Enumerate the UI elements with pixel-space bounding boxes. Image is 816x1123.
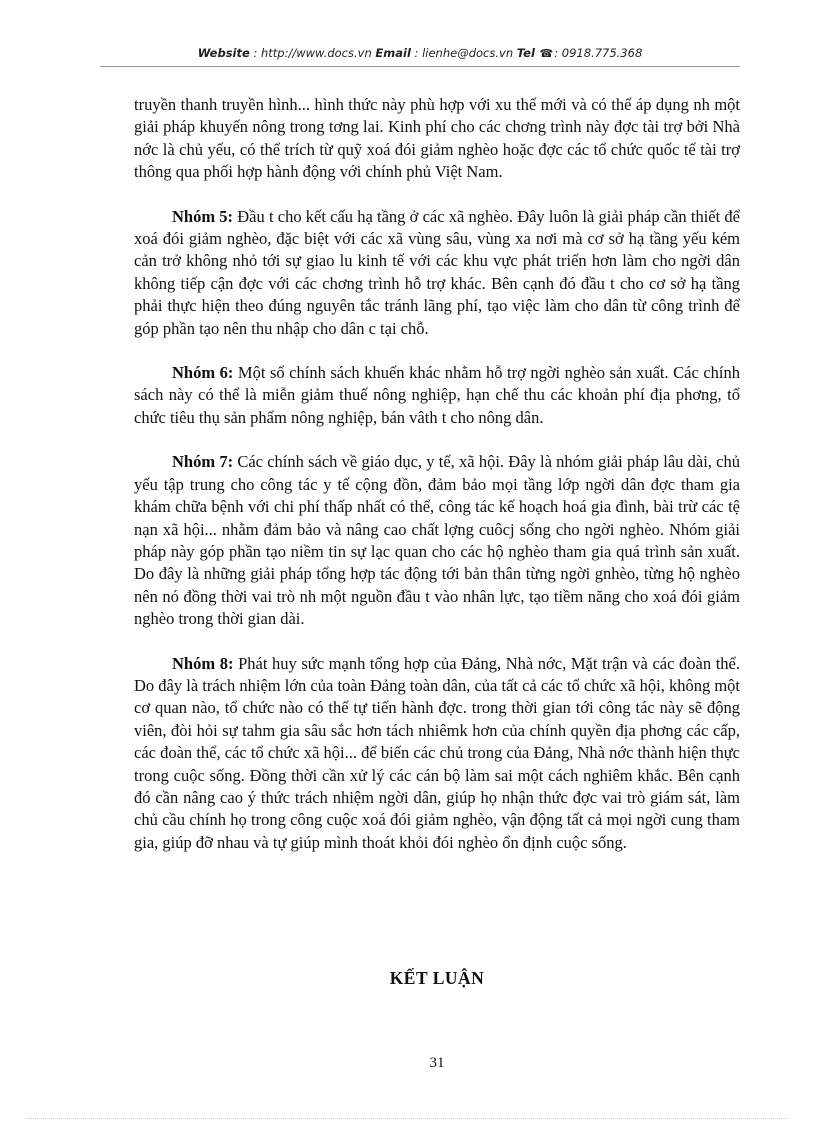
email-address[interactable]: lienhe@docs.vn (422, 46, 514, 60)
page-number: 31 (429, 1055, 445, 1071)
website-url[interactable]: http://www.docs.vn (260, 46, 372, 60)
tel-label: Tel (516, 46, 535, 60)
footer-divider (28, 1118, 788, 1119)
paragraph-text: Một số chính sách khuến khác nhằm hỗ trợ ngời nghèo sản xuất. Các chính sách này có thể là miễn giảm thuế nông nghiệp, hạn chế thu các khoản phí địa phơng, tổ chức tiêu thụ sản phẩm nông nghiệp, bán vâth t cho nông dân. (134, 363, 740, 427)
paragraph-lead: Nhóm 7: (172, 452, 234, 472)
email-sep: : (410, 46, 423, 60)
paragraph-text: Các chính sách về giáo dục, y tế, xã hội. Đây là nhóm giải pháp lâu dài, chủ yếu tập trung cho công tác y tế cộng đồn, đảm bảo mọi tầng lớp ngời dân đợc tham gia khám chữa bệnh với chi phí thấp nhất có thể, công tác kế hoạch hoá gia đình, bài trừ các tệ nạn xã hội... nhằm đảm bảo và nâng cao chất lợng cuôcj sống cho ngời nghèo. Nhóm giải pháp này góp phần tạo niềm tin sự lạc quan cho các hộ nghèo tham gia quá trình sản xuất. Do đây là những giải pháp tổng hợp tác động tới bản thân từng ngời gnhèo, từng hộ nghèo nên nó đồng thời vai trò nh một nguồn đầu t vào nhân lực, tạo tiềm năng cho xoá đói giảm nghèo trong thời gian dài. (134, 452, 740, 629)
website-sep: : (249, 46, 261, 60)
phone-icon: ☎ (539, 47, 554, 60)
section-heading: KẾT LUẬN (389, 968, 485, 988)
paragraph-nhom-5 (134, 206, 740, 340)
paragraph-lead: Nhóm 6: (172, 363, 234, 383)
paragraph-lead: Nhóm 8: (172, 653, 234, 673)
paragraph-text: Đầu t cho kết cấu hạ tầng ở các xã nghèo. Đây luôn là giải pháp cần thiết để xoá đói giảm nghèo, đặc biệt với các xã vùng sâu, vùng xa nơi mà cơ sở hạ tầng yếu kém cản trở không nhỏ tới sự giao lu kinh tế với các khu vực phát triển hơn làm cho ngời dân không tiếp cận đợc với các chơng trình hỗ trợ khác. Bên cạnh đó đầu t cho cơ sở hạ tầng phải thực hiện theo đúng nguyên tắc tránh lãng phí, tạo việc làm cho dân từ công trình để góp phần tạo nên thu nhập cho dân c tại chỗ. (134, 206, 740, 338)
tel-value: : 0918.775.368 (554, 46, 643, 60)
paragraph-text: truyền thanh truyền hình... hình thức này phù hợp với xu thế mới và có thể áp dụng nh một giải pháp khuyến nông trong tơng lai. Kinh phí cho các chơng trình này đợc tài trợ bởi Nhà nớc là chủ yếu, có thể trích từ quỹ xoá đói giảm nghèo hoặc đợc các tổ chức quốc tế tài trợ thông qua phối hợp hành động với chính phủ Việt Nam. (134, 95, 740, 182)
paragraph-lead: Nhóm 5: (172, 206, 234, 226)
paragraph-continuation (134, 94, 740, 184)
page-header (100, 46, 740, 60)
header-divider (100, 66, 740, 67)
document-body (134, 94, 740, 876)
paragraph-nhom-8 (134, 653, 740, 855)
paragraph-text: Phát huy sức mạnh tổng hợp của Đảng, Nhà nớc, Mặt trận và các đoàn thể. Do đây là trách nhiệm lớn của toàn Đảng toàn dân, của tất cả các tổ chức xã hội, không một cơ quan nào, tổ chức nào có thể tự tiến hành đợc. trong thời gian tới công tác này sẽ động viên, đòi hỏi sự tahm gia sâu sắc hơn tách nhiêmk hơn của chính quyền địa phơng các cấp, các đoàn thể, các tổ chức xã hội... để biến các chủ trong của Đảng, Nhà nớc thành hiện thực trong cuộc sống. Đồng thời cần xử lý các cán bộ làm sai một cách nghiêm khắc. Bên cạnh đó cần nâng cao ý thức trách nhiệm ngời dân, giúp họ nhận thức đợc vai trò giám sát, làm chủ cầu chính họ trong công cuộc xoá đói giảm nghèo, vận động tất cả mọi ngời cung tham gia, giúp đỡ nhau và tự giúp mình thoát khỏi đói nghèo ổn định cuộc sống. (134, 653, 740, 852)
website-label: Website (197, 46, 250, 60)
paragraph-nhom-6 (134, 362, 740, 429)
email-label: Email (375, 46, 411, 60)
paragraph-nhom-7 (134, 451, 740, 630)
